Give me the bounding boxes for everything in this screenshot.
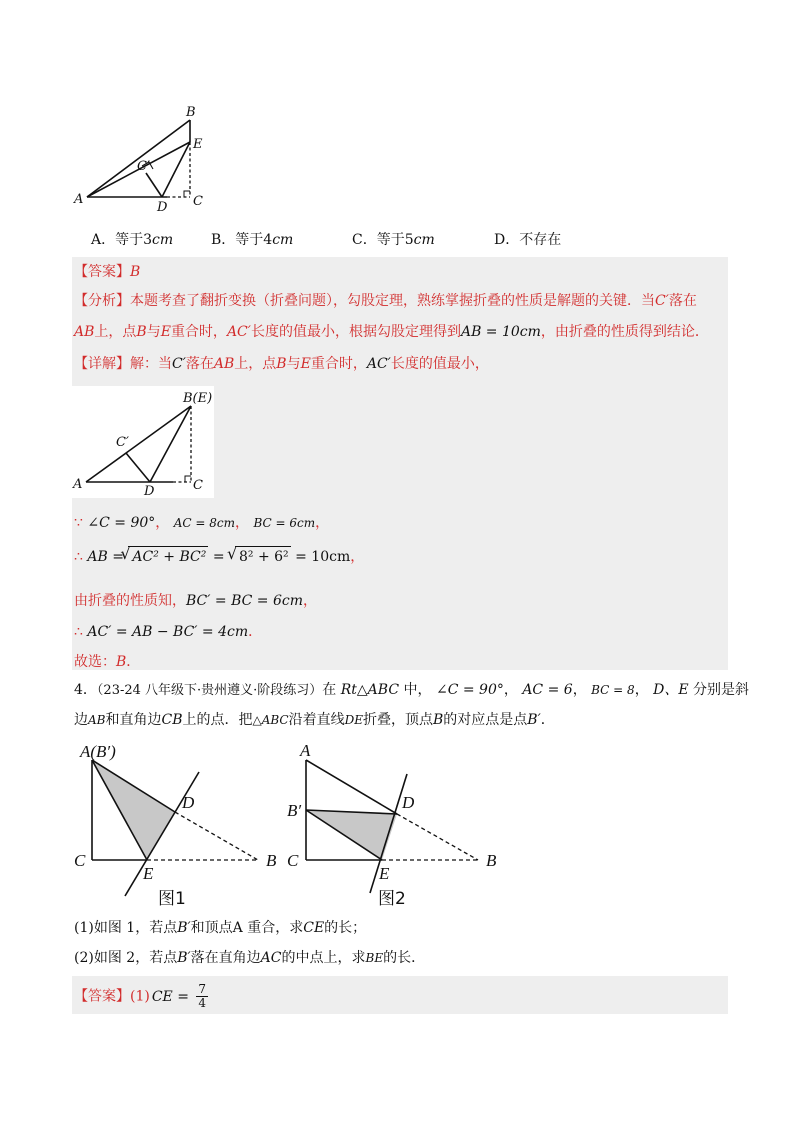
fig2-caption: 图2 (378, 889, 406, 909)
part-1: (1)如图 1，若点B′和顶点A 重合，求CE的长； (74, 920, 367, 936)
label-c: C (193, 194, 203, 209)
label-e: E (193, 137, 203, 152)
question-4-line-2: 边AB和直角边CB上的点．把△ABC沿着直线DE折叠，顶点B的对应点是点B′． (74, 712, 555, 728)
fig2-label-d: D (402, 793, 415, 812)
step-given: ∵ ∠C = 90°， AC = 8cm， BC = 6cm， (74, 515, 330, 531)
fig2-label-c: C (287, 851, 299, 870)
analysis-line-1: 【分析】本题考查了翻折变换（折叠问题），勾股定理，熟练掌握折叠的性质是解题的关键．当C′落在 (74, 293, 697, 309)
part-2: (2)如图 2，若点B′落在直角边AC的中点上，求BE的长． (74, 950, 426, 966)
fig1-label-d: D (182, 793, 195, 812)
label-a: A (74, 192, 84, 207)
shaded-triangle-fig1 (92, 760, 175, 860)
fig1-label-c: C (74, 851, 86, 870)
label-b-e: B(E) (183, 391, 213, 406)
fig1-label-e: E (143, 864, 154, 883)
label-d: D (157, 200, 168, 212)
detail-line: 【详解】解：当C′落在AB上，点B与E重合时，AC′长度的值最小， (74, 356, 489, 372)
option-c[interactable]: C．等于5cm (352, 232, 435, 248)
step-result: ∴ AC′ = AB − BC′ = 4cm． (74, 624, 263, 640)
label-b: B (186, 105, 196, 120)
answer-2-line: 【答案】(1) CE = $\frac{7}{4}$ (74, 982, 207, 1010)
question-4-line-1: 4．（23-24 八年级下·贵州遵义·阶段练习）在 Rt△ABC 中， ∠C = 90°， AC = 6， BC = 8， D、E 分别是斜 (74, 682, 750, 698)
fig2-label-e: E (379, 864, 390, 883)
label-a: A (73, 477, 83, 492)
sqrt-expression-2: √ 8² + 6² (227, 544, 289, 565)
fraction: $\frac{7}{4}$ (198, 982, 207, 1010)
option-b[interactable]: B．等于4cm (211, 232, 294, 248)
label-c: C (193, 478, 203, 493)
option-a[interactable]: A．等于3cm (91, 232, 174, 248)
label-d: D (144, 484, 155, 498)
radical-icon: √ (227, 544, 238, 563)
step-fold-property: 由折叠的性质知，BC′ = BC = 6cm， (74, 593, 317, 609)
fig1-label-a-bprime: A(B′) (80, 742, 116, 761)
fig2-label-b: B (486, 851, 497, 870)
label-c-prime: C′ (137, 159, 150, 174)
fig1-caption: 图1 (158, 889, 186, 909)
fig2-label-b-prime: B′ (287, 801, 302, 820)
figure-q4-diagrams (70, 738, 510, 910)
sqrt-expression-1: √ AC² + BC² (120, 544, 207, 565)
options-row (0, 230, 800, 250)
step-choice: 故选：B． (74, 654, 141, 670)
fig1-label-b: B (266, 851, 277, 870)
analysis-line-2: AB上，点B与E重合时，AC′长度的值最小，根据勾股定理得到AB = 10cm，由折叠的性质得到结论． (74, 324, 709, 340)
figure-folding-triangle-1 (70, 98, 220, 212)
step-pythagoras: ∴ AB = √ AC² + BC² = √ 8² + 6² = 10cm， (74, 544, 365, 565)
radical-icon: √ (120, 544, 131, 563)
figure-folding-triangle-2 (70, 386, 214, 498)
option-d[interactable]: D．不存在 (494, 232, 562, 248)
fig2-label-a: A (300, 741, 311, 760)
label-c-prime: C′ (116, 435, 129, 450)
answer-line: 【答案】B (74, 264, 141, 280)
